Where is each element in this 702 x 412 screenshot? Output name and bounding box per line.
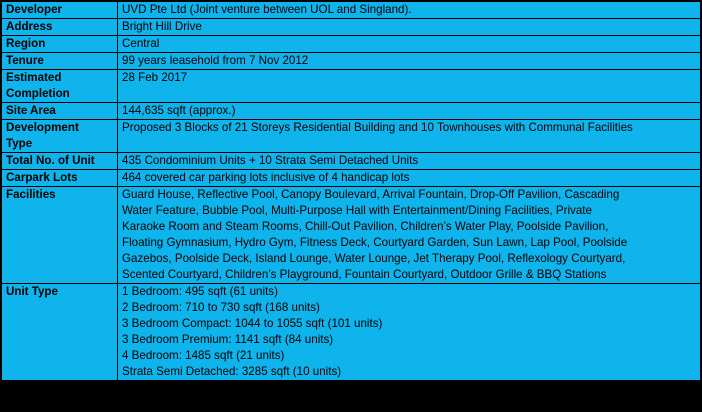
unit-type-line: 4 Bedroom: 1485 sqft (21 units) xyxy=(122,349,285,362)
unit-type-line: 1 Bedroom: 495 sqft (61 units) xyxy=(122,285,278,298)
row-site-area xyxy=(2,103,701,120)
facilities-line: Floating Gymnasium, Hydro Gym, Fitness Deck, Courtyard Garden, Sun Lawn, Lap Pool, Poolside xyxy=(122,236,628,249)
unit-type-label: Unit Type xyxy=(2,284,118,381)
site-area-value: 144,635 sqft (approx.) xyxy=(118,103,701,120)
estimated-completion-label-line1: Estimated xyxy=(6,71,62,84)
development-type-label-line1: Development xyxy=(6,121,79,134)
carpark-lots-value: 464 covered car parking lots inclusive of 4 handicap lots xyxy=(118,170,701,187)
row-facilities xyxy=(2,187,701,284)
project-details-table xyxy=(1,1,701,381)
row-tenure xyxy=(2,53,701,70)
row-region xyxy=(2,36,701,53)
tenure-value: 99 years leasehold from 7 Nov 2012 xyxy=(118,53,701,70)
development-type-label xyxy=(2,120,118,153)
region-value: Central xyxy=(118,36,701,53)
carpark-lots-label: Carpark Lots xyxy=(2,170,118,187)
estimated-completion-value: 28 Feb 2017 xyxy=(118,70,701,103)
row-address xyxy=(2,19,701,36)
development-type-value: Proposed 3 Blocks of 21 Storeys Residential Building and 10 Townhouses with Communal Facilities xyxy=(118,120,701,153)
unit-type-line: 3 Bedroom Compact: 1044 to 1055 sqft (101 units) xyxy=(122,317,383,330)
region-label: Region xyxy=(2,36,118,53)
facilities-line: Karaoke Room and Steam Rooms, Chill-Out Pavilion, Children’s Water Play, Poolside Pavilion, xyxy=(122,220,609,233)
estimated-completion-label xyxy=(2,70,118,103)
facilities-label: Facilities xyxy=(2,187,118,284)
total-units-value: 435 Condominium Units + 10 Strata Semi Detached Units xyxy=(118,153,701,170)
tenure-label: Tenure xyxy=(2,53,118,70)
unit-type-line: Strata Semi Detached: 3285 sqft (10 units) xyxy=(122,365,342,378)
unit-type-value xyxy=(118,284,701,381)
development-type-label-line2: Type xyxy=(6,137,33,150)
facilities-line: Scented Courtyard, Children’s Playground, Fountain Courtyard, Outdoor Grille & BBQ Stations xyxy=(122,268,607,281)
estimated-completion-label-line2: Completion xyxy=(6,87,70,100)
unit-type-line: 3 Bedroom Premium: 1141 sqft (84 units) xyxy=(122,333,334,346)
facilities-line: Gazebos, Poolside Deck, Island Lounge, Water Lounge, Jet Therapy Pool, Reflexology Courtyard, xyxy=(122,252,626,265)
row-carpark-lots xyxy=(2,170,701,187)
facilities-line: Guard House, Reflective Pool, Canopy Boulevard, Arrival Fountain, Drop-Off Pavilion, Cascading xyxy=(122,188,620,201)
address-value: Bright Hill Drive xyxy=(118,19,701,36)
developer-label: Developer xyxy=(2,2,118,19)
facilities-line: Water Feature, Bubble Pool, Multi-Purpose Hall with Entertainment/Dining Facilities, Private xyxy=(122,204,592,217)
row-unit-type xyxy=(2,284,701,381)
total-units-label: Total No. of Unit xyxy=(2,153,118,170)
row-estimated-completion xyxy=(2,70,701,103)
row-development-type xyxy=(2,120,701,153)
developer-value: UVD Pte Ltd (Joint venture between UOL and Singland). xyxy=(118,2,701,19)
row-developer xyxy=(2,2,701,19)
address-label: Address xyxy=(2,19,118,36)
site-area-label: Site Area xyxy=(2,103,118,120)
facilities-value xyxy=(118,187,701,284)
unit-type-line: 2 Bedroom: 710 to 730 sqft (168 units) xyxy=(122,301,320,314)
row-total-units xyxy=(2,153,701,170)
